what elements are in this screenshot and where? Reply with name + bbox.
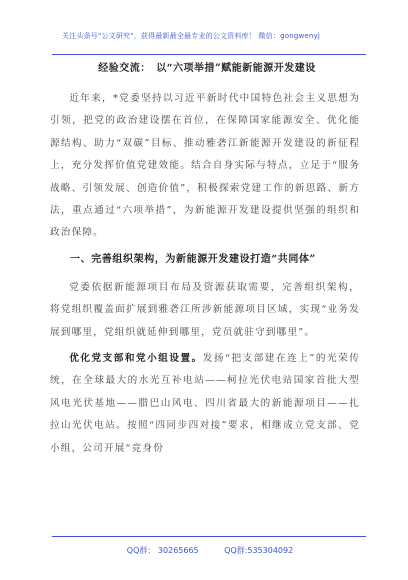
footer-contact: QQ群： 30265665 QQ群:535304092 xyxy=(126,546,294,555)
footer-divider xyxy=(52,536,366,537)
subsection-text: 发扬“把支部建在连上”的光荣传统，在全球最大的水光互补电站——柯拉光伏电站国家首批大型风电光伏基地——腊巴山风电、四川省最大的新能源项目——扎拉山光伏电站。按照“四同步四对接”要求，相继成立党支部、党小组，公司开展“竞身份 xyxy=(50,353,361,454)
subsection-lead: 优化党支部和党小组设置。 xyxy=(69,353,203,365)
intro-paragraph: 近年来，*党委坚持以习近平新时代中国特色社会主义思想为引领，把党的政治建设摆在首位，在保障国家能源安全、优化能源结构、助力“双碳”目标、推动雅砻江新能源开发建设的新征程上，充分发挥价值党建效能。结合自身实际与特点，立足于“服务战略、引领发展、创造价值”，积极探索党建工作的新思路、新方法，重点通过“六项举措”，为新能源开发建设提供坚强的组织和政治保障。 xyxy=(50,93,360,239)
section-paragraph: 党委依据新能源项目布局及资源获取需要，完善组织架构，将党组织覆盖面扩展到雅砻江所涉新能源项目区域，实现“业务发展到哪里，党组织就延伸到哪里，党员就驻守到哪里”。 xyxy=(50,281,360,338)
header-divider xyxy=(52,54,366,55)
subsection-paragraph xyxy=(50,348,360,460)
document-title: 经验交流： 以“六项举措”赋能新能源开发建设 xyxy=(98,63,316,74)
section-heading: 一、完善组织架构，为新能源开发建设打造“共同体” xyxy=(70,253,316,265)
footer xyxy=(0,536,408,566)
banner-text: 关注头条号"公文研究"，获得最新最全最专业的公文资料库！ 微信：gongwenyj xyxy=(62,32,321,40)
document-body xyxy=(50,62,360,460)
header-banner xyxy=(0,7,408,63)
